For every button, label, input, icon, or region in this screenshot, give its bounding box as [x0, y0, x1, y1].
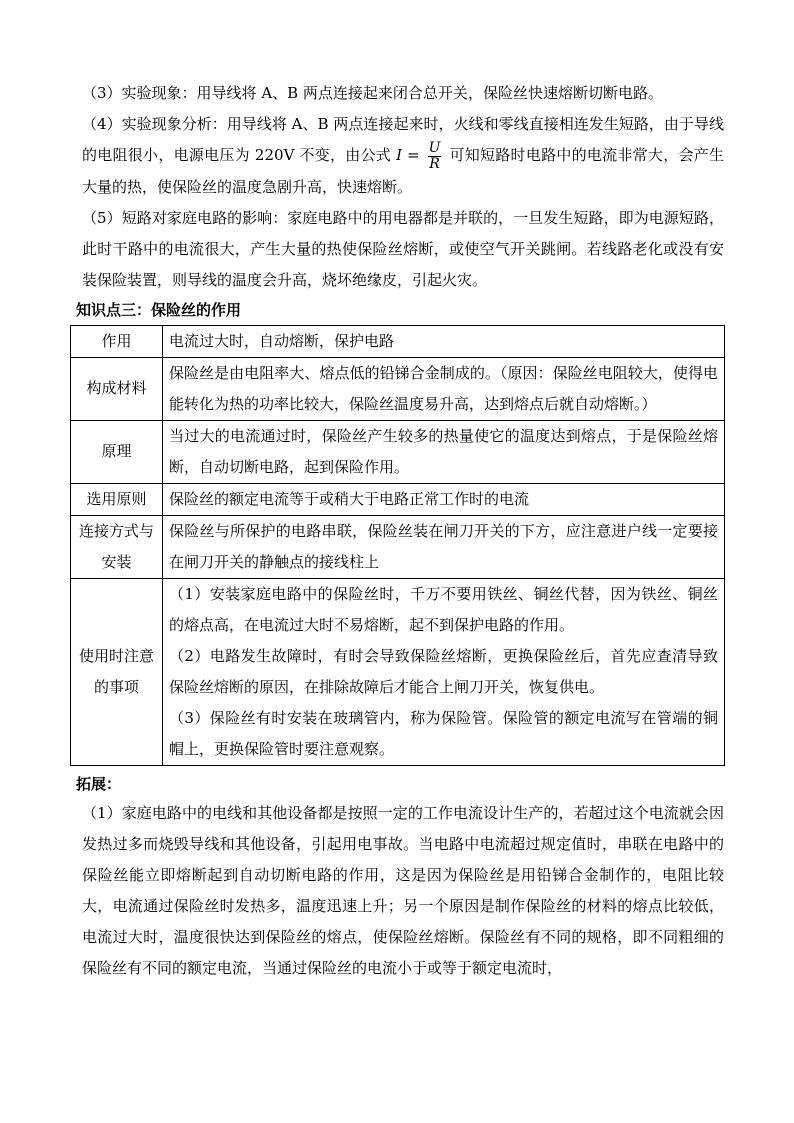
table-cell-paragraph: （2）电路发生故障时，有时会导致保险丝熔断，更换保险丝后，首先应查清导致保险丝熔断的原因，在排除故障后才能合上闸刀开关，恢复供电。 [169, 646, 718, 696]
table-row-label: 选用原则 [71, 483, 163, 515]
table-row-label: 构成材料 [71, 357, 163, 420]
table-row-content [163, 420, 725, 483]
paragraph-4-text-a: （4）实验现象分析：用导线将 A、B 两点连接起来时，火线和零线直接相连发生短路，由于导线的电阻很小，电源电压为 220V 不变，由公式 [82, 115, 724, 164]
table-cell-paragraph: 当过大的电流通过时，保险丝产生较多的热量使它的温度达到熔点，于是保险丝熔断，自动切断电路，起到保险作用。 [169, 426, 718, 476]
extension-heading: 拓展： [76, 774, 122, 793]
paragraph-3: （3）实验现象：用导线将 A、B 两点连接起来闭合总开关，保险丝快速熔断切断电路。 [82, 84, 663, 102]
paragraph-4-text-b: 可知短路时电路中的电流非常大，会产生大量的热，使保险丝的温度急剧升高，快速熔断。 [82, 146, 724, 196]
table-cell-paragraph: 保险丝的额定电流等于或稍大于电路正常工作时的电流 [169, 489, 530, 508]
table-row [71, 578, 725, 765]
formula-numerator: U [428, 139, 441, 156]
table-row [71, 515, 725, 578]
paragraph-5: （5）短路对家庭电路的影响：家庭电路中的用电器都是并联的，一旦发生短路，即为电源短路，此时干路中的电流很大，产生大量的热使保险丝熔断，或使空气开关跳闸。若线路老化或没有安装保险装置，则导线的温度会升高，烧坏绝缘皮，引起火灾。 [82, 208, 724, 289]
formula-denominator: R [429, 155, 440, 172]
table-row [71, 420, 725, 483]
table-row-content [163, 515, 725, 578]
table-cell-paragraph: 电流过大时，自动熔断，保护电路 [169, 331, 395, 350]
table-cell-paragraph: （1）安装家庭电路中的保险丝时，千万不要用铁丝、铜丝代替，因为铁丝、铜丝的熔点高，在电流过大时不易熔断，起不到保护电路的作用。 [169, 584, 718, 634]
table-row-label: 作用 [71, 325, 163, 357]
table-row-content [163, 578, 725, 765]
table-row-label: 原理 [71, 420, 163, 483]
table-row [71, 483, 725, 515]
table-row-label: 连接方式与安装 [71, 515, 163, 578]
table-row-label: 使用时注意的事项 [71, 578, 163, 765]
table-row [71, 325, 725, 357]
table-row-content [163, 325, 725, 357]
formula-lhs: I = [396, 146, 420, 164]
fuse-table [70, 325, 725, 766]
paragraph-4 [76, 109, 724, 203]
formula-fraction [428, 141, 442, 172]
extension-paragraph: （1）家庭电路中的电线和其他设备都是按照一定的工作电流设计生产的，若超过这个电流就会因发热过多而烧毁导线和其他设备，引起用电事故。当电路中电流超过规定值时，串联在电路中的保险丝能立即熔断起到自动切断电路的作用，这是因为保险丝是用铅锑合金制作的，电阻比较大，电流通过保险丝时发热多，温度迅速上升；另一个原因是制作保险丝的材料的熔点比较低，电流过大时，温度很快达到保险丝的熔点，使保险丝熔断。保险丝有不同的规格，即不同粗细的保险丝有不同的额定电流，当通过保险丝的电流小于或等于额定电流时， [82, 803, 724, 977]
section-heading: 知识点三：保险丝的作用 [76, 300, 242, 319]
table-cell-paragraph: 保险丝是由电阻率大、熔点低的铅锑合金制成的。（原因：保险丝电阻较大，使得电能转化为热的功率比较大，保险丝温度易升高，达到熔点后就自动熔断。） [169, 363, 718, 413]
table-cell-paragraph: （3）保险丝有时安装在玻璃管内，称为保险管。保险管的额定电流写在管端的铜帽上，更换保险管时要注意观察。 [169, 708, 718, 758]
table-row-content [163, 357, 725, 420]
table-row [71, 357, 725, 420]
document-page [76, 78, 724, 984]
table-cell-paragraph: 保险丝与所保护的电路串联，保险丝装在闸刀开关的下方，应注意进户线一定要接在闸刀开关的静触点的接线柱上 [169, 521, 718, 571]
fuse-table-body [71, 325, 725, 765]
table-row-content [163, 483, 725, 515]
